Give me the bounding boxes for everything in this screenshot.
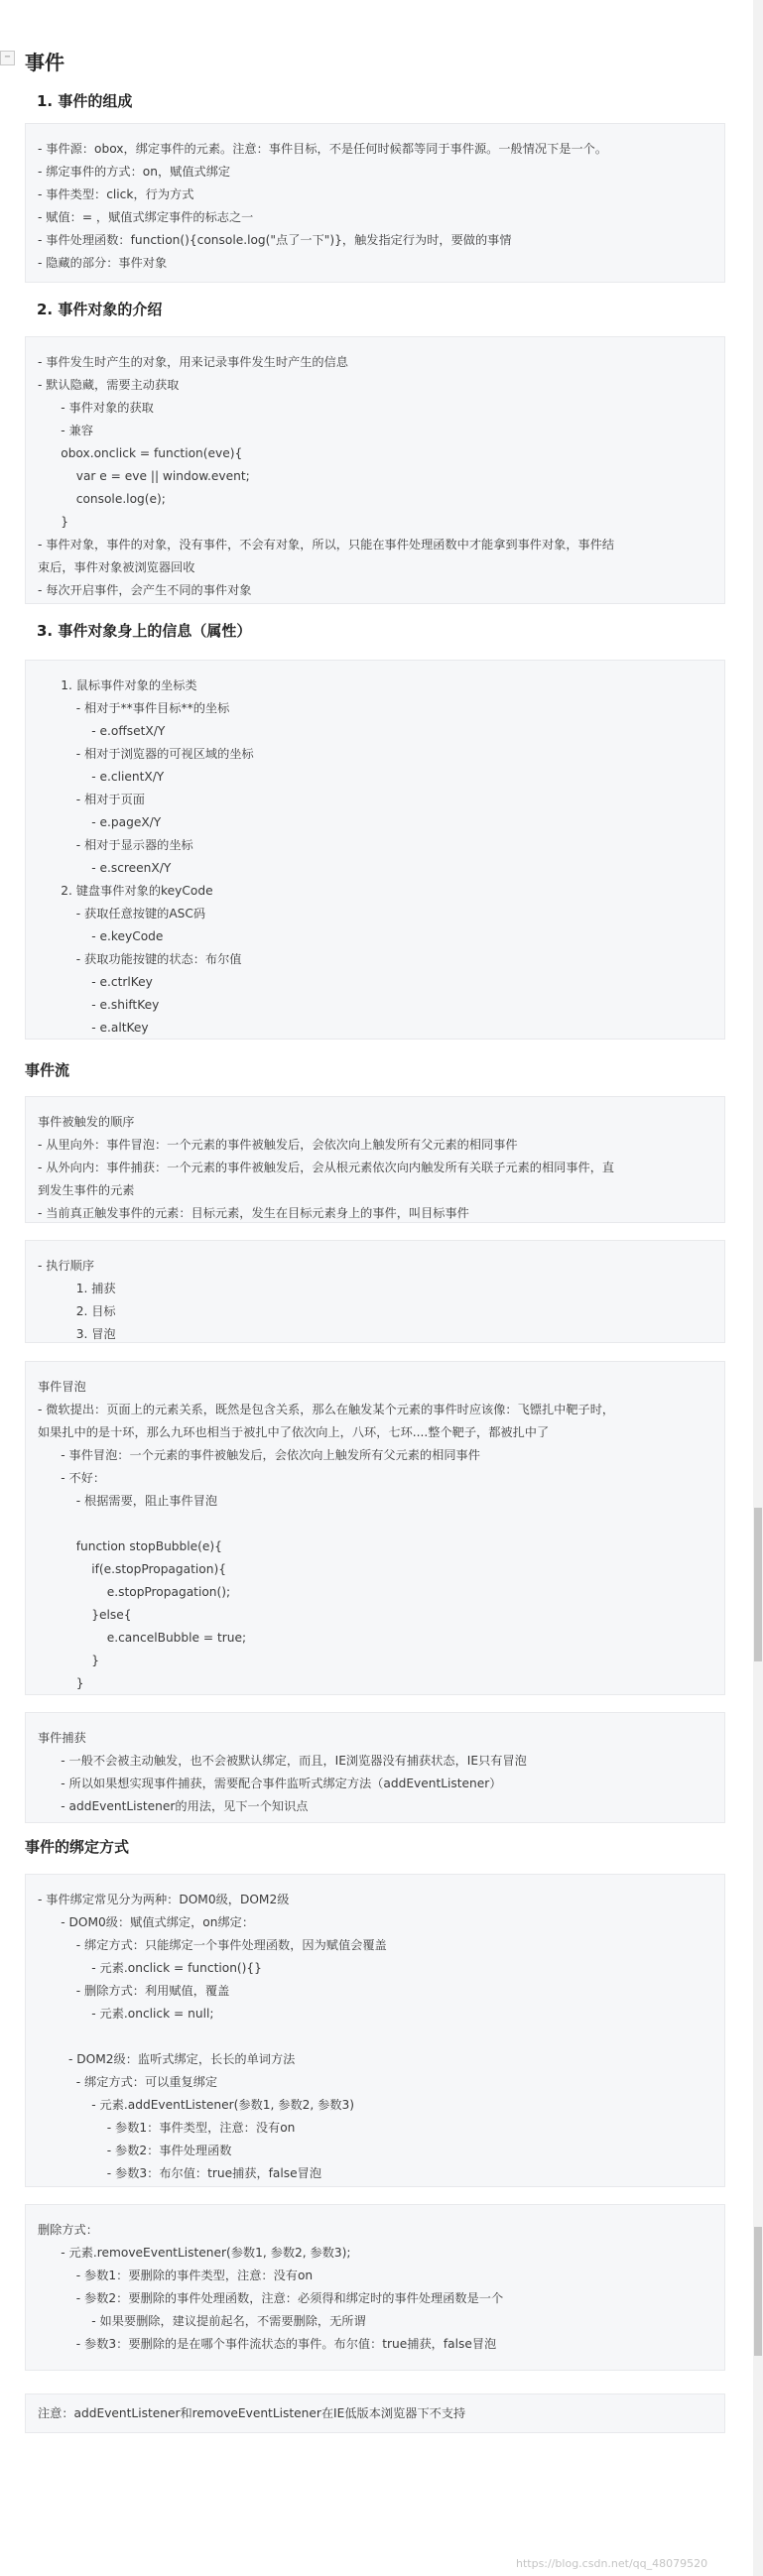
scrollbar-thumb[interactable]: [754, 1508, 762, 1661]
code-text-note: 注意：addEventListener和removeEventListener在IE低版本浏览器下不支持: [38, 2406, 466, 2420]
code-text-bubbling: 事件冒泡 - 微软提出：页面上的元素关系，既然是包含关系，那么在触发某个元素的事件时应该像：飞镖扎中靶子时， 如果扎中的是十环，那么九环也相当于被扎中了依次向上，八环，七环....整个靶子，都被扎中了 - 事件冒泡：一个元素的事件被触发后，会依次向上触发所有父元素的相同事件 - 不好： - 根据需要，阻止事件冒泡 function stopBubble(e){ if(e.stopPropagation){ e.stopPropagation(); }else{ e.cancelBubble = true; } }: [38, 1380, 615, 1690]
collapse-icon[interactable]: −: [0, 51, 15, 65]
code-text-capturing: 事件捕获 - 一般不会被主动触发，也不会被默认绑定，而且，IE浏览器没有捕获状态，IE只有冒泡 - 所以如果想实现事件捕获，需要配合事件监听式绑定方法（addEventListener） - addEventListener的用法，见下一个知识点: [38, 1731, 527, 1813]
code-block-event-object: [25, 336, 725, 604]
code-block-event-props: [25, 660, 725, 1040]
code-text-binding: - 事件绑定常见分为两种：DOM0级，DOM2级 - DOM0级：赋值式绑定，on绑定： - 绑定方式：只能绑定一个事件处理函数，因为赋值会覆盖 - 元素.onclick = function(){} - 删除方式：利用赋值，覆盖 - 元素.onclick = null; - DOM2级：监听式绑定，长长的单词方法 - 绑定方式：可以重复绑定 - 元素.addEventListener(参数1, 参数2, 参数3) - 参数1：事件类型，注意：没有on - 参数2：事件处理函数 - 参数3：布尔值：true捕获，false冒泡: [38, 1893, 387, 2180]
code-block-capturing: [25, 1712, 725, 1823]
section-heading-binding: 事件的绑定方式: [25, 1838, 130, 1856]
code-text-flow-order: 事件被触发的顺序 - 从里向外：事件冒泡：一个元素的事件被触发后，会依次向上触发所有父元素的相同事件 - 从外向内：事件捕获：一个元素的事件被触发后，会从根元素依次向内触发所有关联子元素的相同事件，直 到发生事件的元素 - 当前真正触发事件的元素：目标元素，发生在目标元素身上的事件，叫目标事件: [38, 1115, 615, 1220]
code-text-composition: - 事件源：obox，绑定事件的元素。注意：事件目标，不是任何时候都等同于事件源。一般情况下是一个。 - 绑定事件的方式：on，赋值式绑定 - 事件类型：click，行为方式 - 赋值：= ，赋值式绑定事件的标志之一 - 事件处理函数：function(){console.log("点了一下")}，触发指定行为时，要做的事情 - 隐藏的部分：事件对象: [38, 142, 608, 270]
scrollbar-track[interactable]: [753, 0, 763, 2576]
watermark-text: https://blog.csdn.net/qq_48079520: [516, 2557, 708, 2570]
section-heading-event-flow: 事件流: [25, 1061, 70, 1079]
scrollbar-thumb-secondary[interactable]: [754, 2227, 762, 2356]
section-heading-event-props: 3. 事件对象身上的信息（属性）: [37, 622, 252, 640]
code-block-note: [25, 2393, 725, 2433]
code-text-remove: 删除方式： - 元素.removeEventListener(参数1, 参数2, 参数3); - 参数1：要删除的事件类型，注意：没有on - 参数2：要删除的事件处理函数，注意：必须得和绑定时的事件处理函数是一个 - 如果要删除，建议提前起名，不需要删除，无所谓 - 参数3：要删除的是在哪个事件流状态的事件。布尔值：true捕获，false冒泡: [38, 2223, 504, 2351]
code-block-execution-order: [25, 1240, 725, 1343]
code-text-execution-order: - 执行顺序 1. 捕获 2. 目标 3. 冒泡: [38, 1259, 116, 1341]
code-block-composition: [25, 123, 725, 283]
code-text-event-props: 1. 鼠标事件对象的坐标类 - 相对于**事件目标**的坐标 - e.offsetX/Y - 相对于浏览器的可视区域的坐标 - e.clientX/Y - 相对于页面 - e.pageX/Y - 相对于显示器的坐标 - e.screenX/Y 2. 键盘事件对象的keyCode - 获取任意按键的ASC码 - e.keyCode - 获取功能按键的状态：布尔值 - e.ctrlKey - e.shiftKey - e.altKey: [61, 678, 254, 1035]
section-heading-composition: 1. 事件的组成: [37, 92, 133, 110]
code-block-binding: [25, 1874, 725, 2187]
section-heading-event-object: 2. 事件对象的介绍: [37, 301, 163, 318]
code-block-bubbling: [25, 1361, 725, 1695]
code-block-remove: [25, 2204, 725, 2371]
page-title: 事件: [25, 51, 64, 74]
code-block-flow-order: [25, 1096, 725, 1223]
code-text-event-object: - 事件发生时产生的对象，用来记录事件发生时产生的信息 - 默认隐藏，需要主动获取 - 事件对象的获取 - 兼容 obox.onclick = function(eve){ var e = eve || window.event; console.log(e); } - 事件对象，事件的对象，没有事件，不会有对象，所以，只能在事件处理函数中才能拿到事件对象，事件结 束后，事件对象被浏览器回收 - 每次开启事件，会产生不同的事件对象: [38, 355, 615, 597]
